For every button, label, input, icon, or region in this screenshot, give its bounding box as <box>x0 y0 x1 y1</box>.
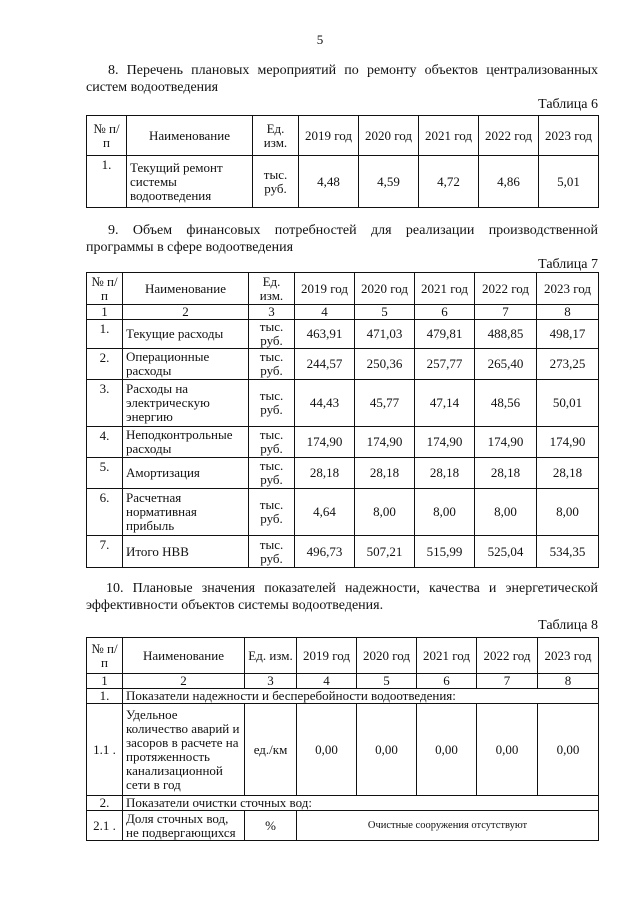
value-cell: 273,25 <box>537 349 599 380</box>
row-number: 6. <box>87 489 123 536</box>
value-cell: 507,21 <box>355 536 415 568</box>
table-8-caption: Таблица 8 <box>538 618 598 633</box>
value-cell: 5,01 <box>539 156 599 208</box>
header-cell: 2022 год <box>477 638 538 674</box>
column-number: 8 <box>537 305 599 320</box>
value-cell: 525,04 <box>475 536 537 568</box>
table-header-row <box>87 638 599 674</box>
header-cell: 2022 год <box>475 273 537 305</box>
value-cell: 515,99 <box>415 536 475 568</box>
value-cell: 471,03 <box>355 320 415 349</box>
row-number: 1. <box>87 320 123 349</box>
header-cell: 2019 год <box>299 116 359 156</box>
value-cell: 0,00 <box>297 704 357 796</box>
row-name: Итого НВВ <box>123 536 249 568</box>
header-cell: Ед. изм. <box>245 638 297 674</box>
header-cell: 2019 год <box>295 273 355 305</box>
value-cell: 8,00 <box>415 489 475 536</box>
value-cell: 174,90 <box>415 427 475 458</box>
table-6-caption: Таблица 6 <box>538 97 598 112</box>
header-cell: 2020 год <box>357 638 417 674</box>
value-cell: 174,90 <box>295 427 355 458</box>
header-cell: 2021 год <box>415 273 475 305</box>
section-title: Показатели очистки сточных вод: <box>123 796 599 811</box>
column-number: 1 <box>87 305 123 320</box>
row-name: Расходы на электрическую энергию <box>123 380 249 427</box>
table-8 <box>86 637 599 841</box>
row-number: 2.1 . <box>87 811 123 841</box>
column-number: 6 <box>415 305 475 320</box>
row-unit: тыс. руб. <box>249 458 295 489</box>
header-cell: 2021 год <box>417 638 477 674</box>
value-cell: 0,00 <box>538 704 599 796</box>
value-cell: 174,90 <box>355 427 415 458</box>
row-unit: тыс. руб. <box>249 427 295 458</box>
row-unit: тыс. руб. <box>249 349 295 380</box>
value-cell: 28,18 <box>415 458 475 489</box>
value-cell: 45,77 <box>355 380 415 427</box>
header-cell: Ед. изм. <box>253 116 299 156</box>
value-cell: 0,00 <box>477 704 538 796</box>
row-name: Расчетная нормативная прибыль <box>123 489 249 536</box>
row-name: Неподконтрольные расходы <box>123 427 249 458</box>
table-7 <box>86 272 599 568</box>
value-cell: 0,00 <box>357 704 417 796</box>
header-cell: 2023 год <box>537 273 599 305</box>
column-number: 2 <box>123 305 249 320</box>
row-unit: % <box>245 811 297 841</box>
value-cell: 4,72 <box>419 156 479 208</box>
header-cell: 2022 год <box>479 116 539 156</box>
row-name: Доля сточных вод, не подвергающихся <box>123 811 245 841</box>
column-number: 1 <box>87 674 123 689</box>
column-number: 7 <box>477 674 538 689</box>
section-row <box>87 689 599 704</box>
row-name: Амортизация <box>123 458 249 489</box>
value-cell: 265,40 <box>475 349 537 380</box>
page-number: 5 <box>316 32 324 47</box>
column-number: 5 <box>357 674 417 689</box>
section-9-heading: 9. Объем финансовых потребностей для реализации производственной программы в сфере водоотведения <box>86 223 598 255</box>
row-unit: ед./км <box>245 704 297 796</box>
table-row <box>87 536 599 568</box>
header-cell: № п/п <box>87 116 127 156</box>
section-8-heading: 8. Перечень плановых мероприятий по ремонту объектов централизованных систем водоотведения <box>86 63 598 95</box>
table-row <box>87 458 599 489</box>
section-title: Показатели надежности и бесперебойности водоотведения: <box>123 689 599 704</box>
table-header-row <box>87 273 599 305</box>
value-cell: 28,18 <box>537 458 599 489</box>
table-row <box>87 320 599 349</box>
value-cell: 174,90 <box>475 427 537 458</box>
table-7-caption: Таблица 7 <box>538 257 598 272</box>
row-unit: тыс. руб. <box>249 320 295 349</box>
merged-note: Очистные сооружения отсутствуют <box>297 811 599 841</box>
row-number: 5. <box>87 458 123 489</box>
value-cell: 174,90 <box>537 427 599 458</box>
table-row <box>87 811 599 841</box>
value-cell: 244,57 <box>295 349 355 380</box>
value-cell: 257,77 <box>415 349 475 380</box>
value-cell: 0,00 <box>417 704 477 796</box>
column-number: 5 <box>355 305 415 320</box>
value-cell: 534,35 <box>537 536 599 568</box>
table-row <box>87 156 599 208</box>
row-name: Текущий ремонт системы водоотведения <box>127 156 253 208</box>
table-row <box>87 349 599 380</box>
row-number: 2. <box>87 349 123 380</box>
column-number-row <box>87 305 599 320</box>
row-name: Удельное количество аварий и засоров в расчете на протяженность канализационной сети в год <box>123 704 245 796</box>
column-number: 3 <box>245 674 297 689</box>
column-number: 2 <box>123 674 245 689</box>
column-number: 7 <box>475 305 537 320</box>
header-cell: Наименование <box>123 273 249 305</box>
row-unit: тыс. руб. <box>249 380 295 427</box>
value-cell: 496,73 <box>295 536 355 568</box>
header-cell: 2021 год <box>419 116 479 156</box>
row-number: 7. <box>87 536 123 568</box>
table-row <box>87 704 599 796</box>
header-cell: Наименование <box>127 116 253 156</box>
value-cell: 28,18 <box>355 458 415 489</box>
header-cell: 2019 год <box>297 638 357 674</box>
value-cell: 28,18 <box>295 458 355 489</box>
value-cell: 488,85 <box>475 320 537 349</box>
row-number: 1. <box>87 156 127 208</box>
section-10-heading: 10. Плановые значения показателей надежности, качества и энергетической эффективности объектов системы водоотведения. <box>86 581 598 613</box>
value-cell: 4,48 <box>299 156 359 208</box>
value-cell: 8,00 <box>355 489 415 536</box>
value-cell: 4,64 <box>295 489 355 536</box>
column-number: 3 <box>249 305 295 320</box>
header-cell: Наименование <box>123 638 245 674</box>
table-6 <box>86 115 599 208</box>
row-number: 4. <box>87 427 123 458</box>
table-row <box>87 489 599 536</box>
value-cell: 463,91 <box>295 320 355 349</box>
value-cell: 47,14 <box>415 380 475 427</box>
value-cell: 250,36 <box>355 349 415 380</box>
value-cell: 498,17 <box>537 320 599 349</box>
value-cell: 479,81 <box>415 320 475 349</box>
row-unit: тыс. руб. <box>249 536 295 568</box>
header-cell: 2023 год <box>539 116 599 156</box>
header-cell: 2020 год <box>355 273 415 305</box>
value-cell: 4,86 <box>479 156 539 208</box>
header-cell: 2020 год <box>359 116 419 156</box>
column-number: 6 <box>417 674 477 689</box>
column-number: 4 <box>297 674 357 689</box>
value-cell: 44,43 <box>295 380 355 427</box>
header-cell: № п/п <box>87 638 123 674</box>
row-name: Текущие расходы <box>123 320 249 349</box>
table-header-row <box>87 116 599 156</box>
row-name: Операционные расходы <box>123 349 249 380</box>
table-row <box>87 427 599 458</box>
value-cell: 8,00 <box>475 489 537 536</box>
value-cell: 4,59 <box>359 156 419 208</box>
value-cell: 8,00 <box>537 489 599 536</box>
row-unit: тыс. руб. <box>249 489 295 536</box>
row-number: 3. <box>87 380 123 427</box>
header-cell: 2023 год <box>538 638 599 674</box>
column-number-row <box>87 674 599 689</box>
table-row <box>87 380 599 427</box>
value-cell: 50,01 <box>537 380 599 427</box>
row-number: 2. <box>87 796 123 811</box>
header-cell: Ед. изм. <box>249 273 295 305</box>
row-number: 1.1 . <box>87 704 123 796</box>
value-cell: 48,56 <box>475 380 537 427</box>
row-unit: тыс. руб. <box>253 156 299 208</box>
column-number: 8 <box>538 674 599 689</box>
column-number: 4 <box>295 305 355 320</box>
row-number: 1. <box>87 689 123 704</box>
value-cell: 28,18 <box>475 458 537 489</box>
header-cell: № п/п <box>87 273 123 305</box>
section-row <box>87 796 599 811</box>
